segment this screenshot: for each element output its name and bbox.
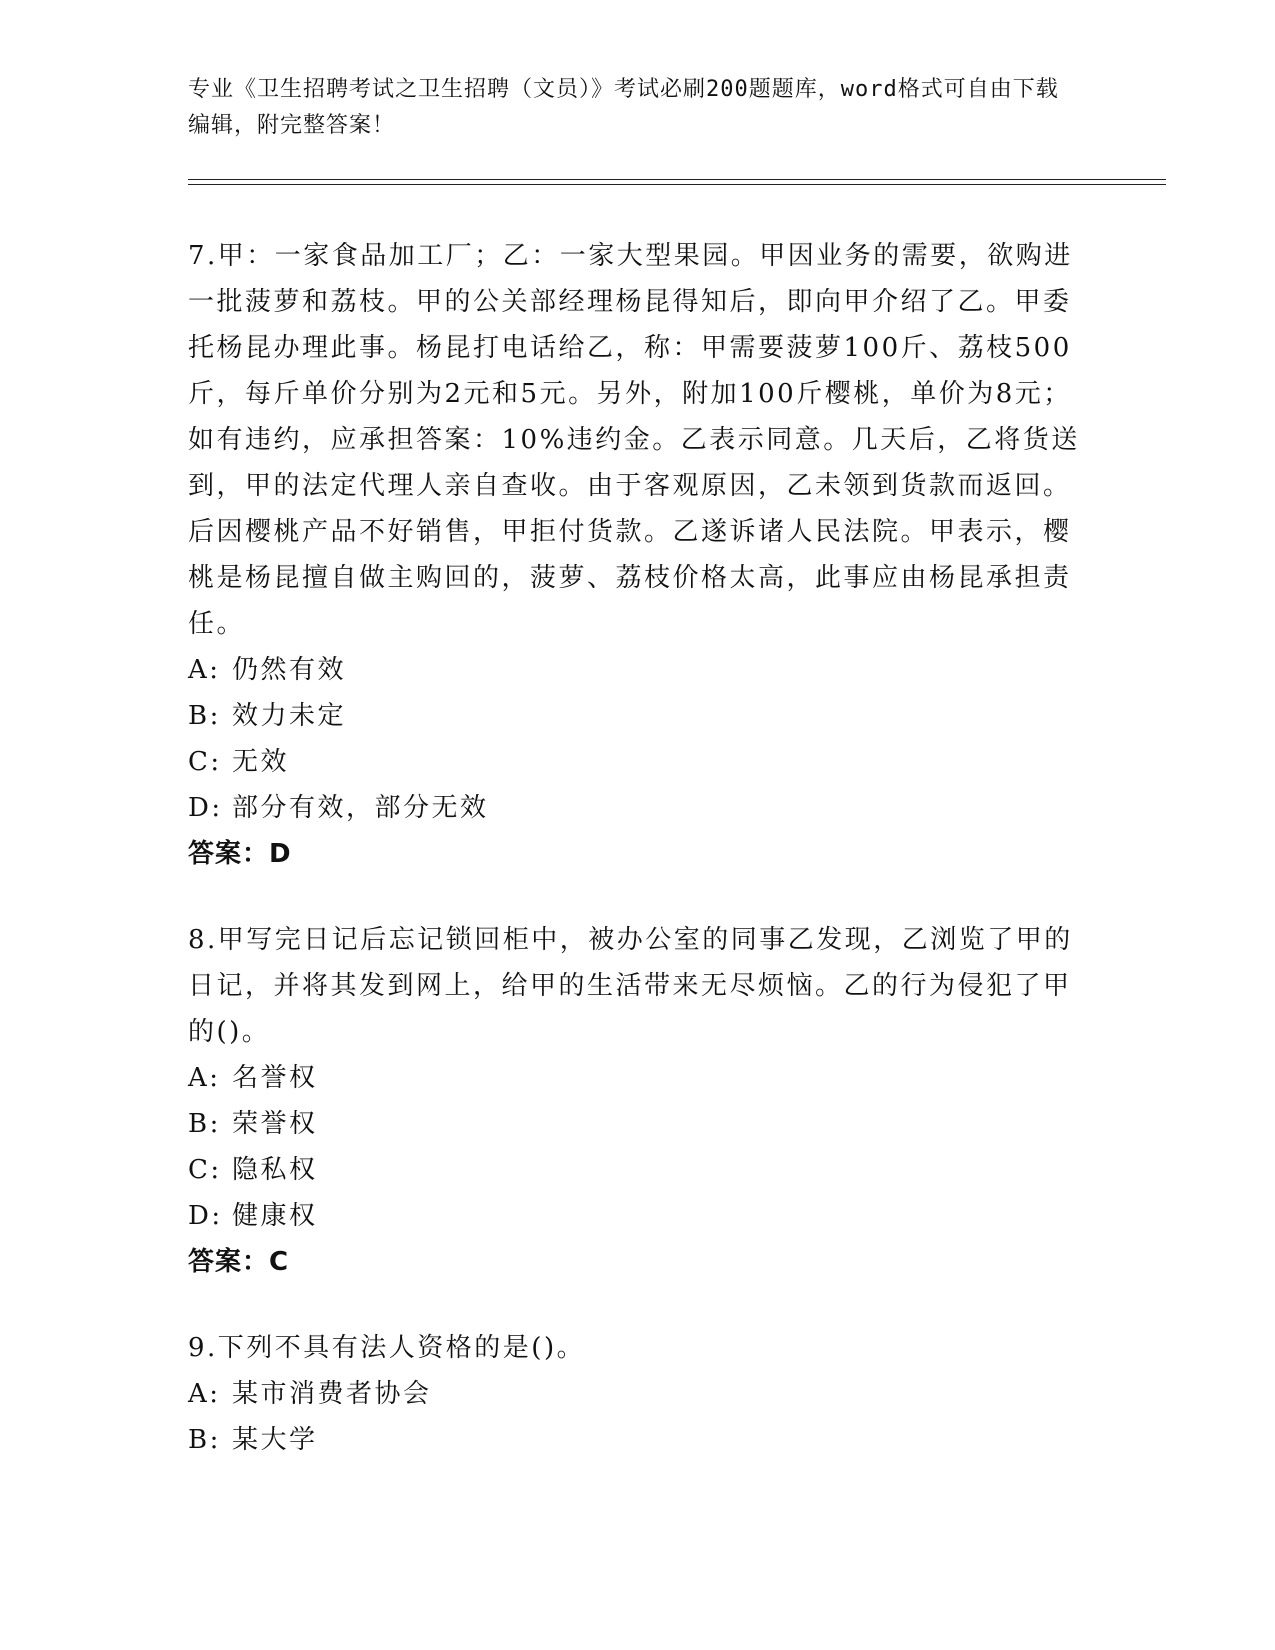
question-7: [188, 233, 1088, 877]
option-letter: B:: [188, 1425, 221, 1455]
option-text: 隐私权: [232, 1155, 318, 1185]
option-d: [188, 785, 1088, 831]
option-text: 效力未定: [232, 701, 347, 731]
option-b: [188, 1417, 1088, 1463]
option-letter: D:: [188, 1201, 223, 1231]
header-divider: [188, 179, 1166, 185]
option-letter: B:: [188, 1109, 221, 1139]
option-letter: A:: [188, 1063, 221, 1093]
option-letter: C:: [188, 747, 222, 777]
option-letter: B:: [188, 701, 221, 731]
option-text: 某市消费者协会: [232, 1379, 432, 1409]
page-header: [188, 72, 1068, 144]
option-b: [188, 693, 1088, 739]
option-d: [188, 1193, 1088, 1239]
option-text: 部分有效，部分无效: [232, 793, 489, 823]
option-c: [188, 1147, 1088, 1193]
option-text: 名誉权: [232, 1063, 318, 1093]
option-text: 某大学: [232, 1425, 318, 1455]
option-letter: A:: [188, 655, 221, 685]
question-stem: 7.甲：一家食品加工厂；乙：一家大型果园。甲因业务的需要，欲购进一批菠萝和荔枝。甲的公关部经理杨昆得知后，即向甲介绍了乙。甲委托杨昆办理此事。杨昆打电话给乙，称：甲需要菠萝100斤、荔枝500斤，每斤单价分别为2元和5元。另外，附加100斤樱桃，单价为8元；如有违约，应承担答案：10%违约金。乙表示同意。几天后，乙将货送到，甲的法定代理人亲自查收。由于客观原因，乙未领到货款而返回。后因樱桃产品不好销售，甲拒付货款。乙遂诉诸人民法院。甲表示，樱桃是杨昆擅自做主购回的，菠萝、荔枝价格太高，此事应由杨昆承担责任。: [188, 241, 1080, 639]
option-letter: D:: [188, 793, 223, 823]
option-letter: A:: [188, 1379, 221, 1409]
option-text: 健康权: [232, 1201, 318, 1231]
question-9: [188, 1325, 1088, 1463]
option-a: [188, 1055, 1088, 1101]
question-8: [188, 917, 1088, 1285]
answer-line: 答案：C: [188, 1247, 290, 1277]
option-letter: C:: [188, 1155, 222, 1185]
question-stem: 9.下列不具有法人资格的是()。: [188, 1333, 586, 1363]
option-text: 无效: [232, 747, 290, 777]
question-stem: 8.甲写完日记后忘记锁回柜中，被办公室的同事乙发现，乙浏览了甲的日记，并将其发到网上，给甲的生活带来无尽烦恼。乙的行为侵犯了甲的()。: [188, 925, 1073, 1047]
option-c: [188, 739, 1088, 785]
option-a: [188, 1371, 1088, 1417]
option-text: 荣誉权: [232, 1109, 318, 1139]
question-list: [188, 233, 1088, 1503]
option-text: 仍然有效: [232, 655, 347, 685]
option-b: [188, 1101, 1088, 1147]
answer-line: 答案：D: [188, 839, 292, 869]
option-a: [188, 647, 1088, 693]
header-title: 专业《卫生招聘考试之卫生招聘（文员）》考试必刷200题题库，word格式可自由下载编辑，附完整答案！: [188, 77, 1059, 138]
